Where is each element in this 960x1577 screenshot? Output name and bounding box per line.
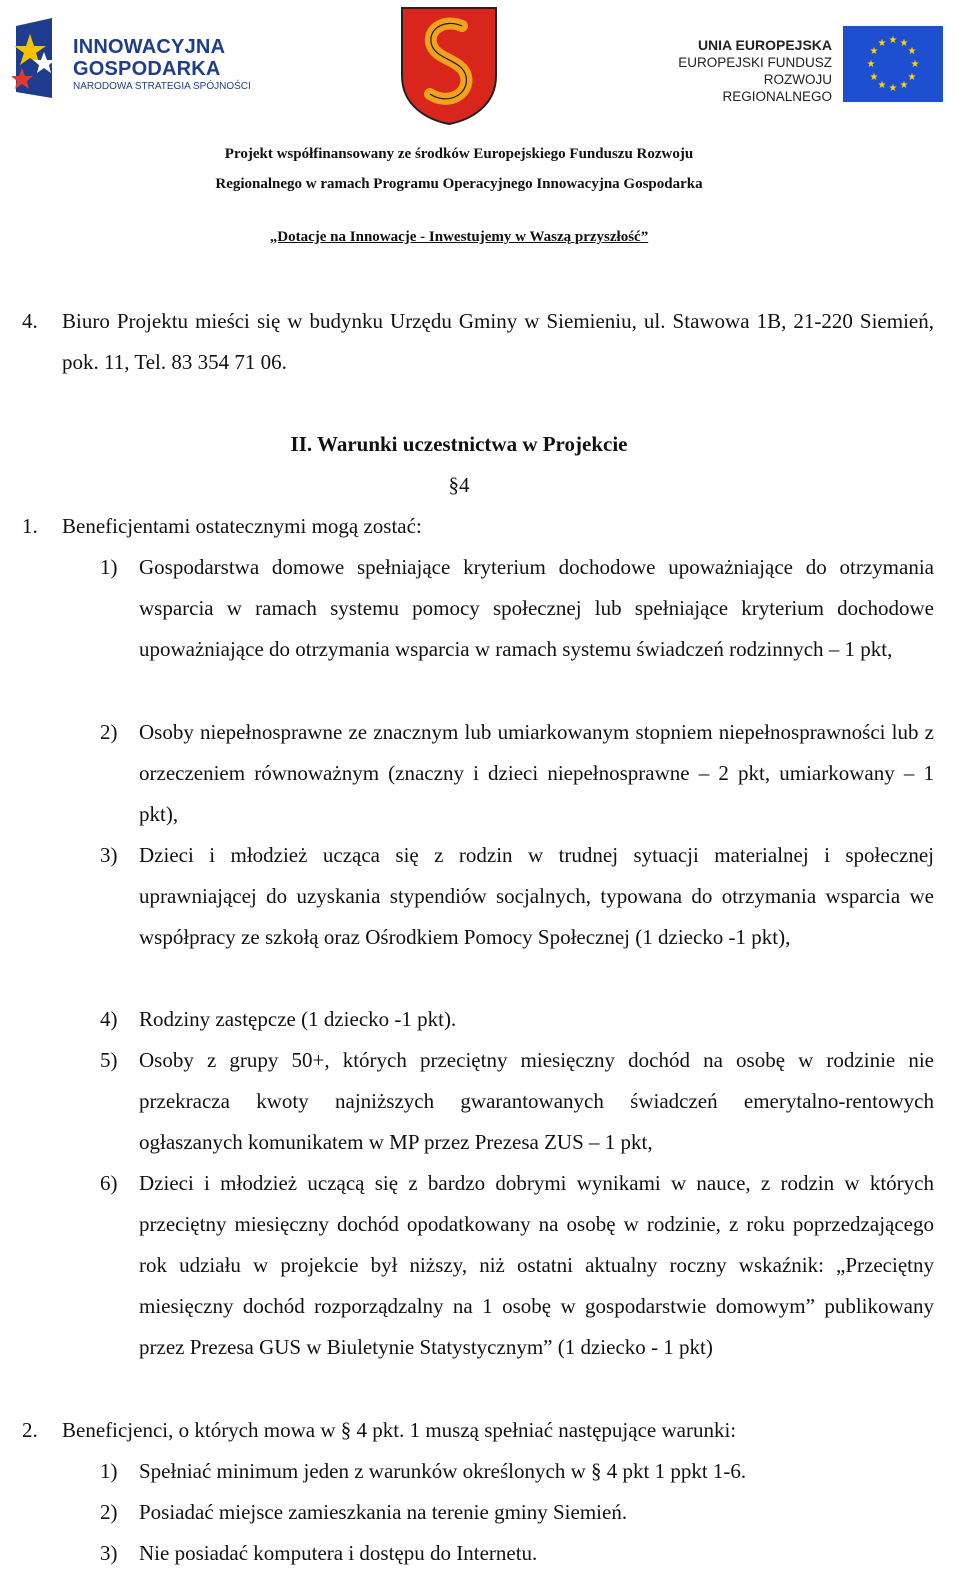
point2-item-text: Posiadać miejsce zamieszkania na terenie gminy Siemień.	[139, 1500, 628, 1524]
point2-number: 2.	[22, 1418, 38, 1442]
svg-text:★: ★	[888, 35, 898, 46]
eu-flag-icon	[843, 26, 943, 102]
project-funding-line2: Regionalnego w ramach Programu Operacyjnego Innowacyjna Gospodarka	[215, 176, 703, 192]
logo-left-line1: INNOWACYJNA	[73, 36, 226, 58]
point1-item-number: 4)	[100, 1007, 118, 1031]
point1-item-number: 1)	[100, 555, 118, 579]
logo-left-line2: GOSPODARKA	[73, 58, 221, 80]
point2-item-number: 3)	[100, 1541, 118, 1565]
innowacyjna-gospodarka-emblem-icon	[8, 16, 68, 100]
logo-right-line2: EUROPEJSKI FUNDUSZ	[678, 55, 832, 70]
paragraph-mark: §4	[448, 473, 470, 497]
svg-text:★: ★	[866, 59, 876, 70]
point1-item-text: Rodziny zastępcze (1 dziecko -1 pkt).	[139, 1007, 457, 1031]
svg-text:★: ★	[869, 72, 879, 83]
logo-right-line3: ROZWOJU REGIONALNEGO	[722, 72, 832, 104]
svg-text:★: ★	[910, 59, 920, 70]
siemien-coat-of-arms-icon	[400, 6, 498, 126]
project-funding-line1: Projekt współfinansowany ze środków Europejskiego Funduszu Rozwoju	[224, 146, 694, 162]
svg-text:★: ★	[888, 83, 898, 94]
point1-item-number: 6)	[100, 1171, 118, 1195]
point1-item-text: Osoby niepełnosprawne ze znacznym lub umiarkowanym stopniem niepełnosprawności lub z orzeczeniem równoważnym (znaczny i dzieci niepełnosprawne – 2 pkt, umiarkowany – 1 pkt),	[139, 720, 934, 826]
section4-number: 4.	[22, 309, 38, 333]
point1-item-number: 3)	[100, 843, 118, 867]
point1-item-text: Osoby z grupy 50+, których przeciętny miesięczny dochód na osobę w rodzinie nie przekracza kwoty najniższych gwarantowanych świadczeń emerytalno-rentowych ogłaszanych komunikatem w MP przez Prezesa ZUS – 1 pkt,	[139, 1048, 934, 1154]
svg-text:★: ★	[907, 72, 917, 83]
page-header	[0, 0, 960, 130]
unia-europejska-logo	[660, 26, 950, 106]
point2-item-text: Nie posiadać komputera i dostępu do Internetu.	[139, 1541, 538, 1565]
point2-item-number: 2)	[100, 1500, 118, 1524]
svg-text:★: ★	[899, 80, 909, 91]
svg-text:★: ★	[877, 38, 887, 49]
svg-text:★: ★	[877, 80, 887, 91]
svg-text:★: ★	[869, 46, 879, 57]
point2-item-text: Spełniać minimum jeden z warunków określonych w § 4 pkt 1 ppkt 1-6.	[139, 1459, 747, 1483]
point1-text: Beneficjentami ostatecznymi mogą zostać:	[62, 514, 422, 538]
point1-item-number: 5)	[100, 1048, 118, 1072]
svg-text:★: ★	[907, 46, 917, 57]
section4-text: Biuro Projektu mieści się w budynku Urzędu Gminy w Siemieniu, ul. Stawowa 1B, 21-220 Siemień, pok. 11, Tel. 83 354 71 06.	[62, 309, 934, 374]
project-motto: „Dotacje na Innowacje - Inwestujemy w Waszą przyszłość”	[269, 229, 649, 245]
point1-item-text: Dzieci i młodzież ucząca się z rodzin w trudnej sytuacji materialnej i społecznej uprawniającej do uzyskania stypendiów socjalnych, typowana do otrzymania wsparcia we współpracy ze szkołą oraz Ośrodkiem Pomocy Społecznej (1 dziecko -1 pkt),	[139, 843, 934, 949]
chapter-heading: II. Warunki uczestnictwa w Projekcie	[290, 432, 628, 456]
point2-item-number: 1)	[100, 1459, 118, 1483]
point1-item-text: Gospodarstwa domowe spełniające kryterium dochodowe upoważniające do otrzymania wsparcia w ramach systemu pomocy społecznej lub spełniające kryterium dochodowe upoważniające do otrzymania wsparcia w ramach systemu świadczeń rodzinnych – 1 pkt,	[139, 555, 934, 661]
svg-text:★: ★	[899, 38, 909, 49]
point1-item-text: Dzieci i młodzież uczącą się z bardzo dobrymi wynikami w nauce, z rodzin w których przeciętny miesięczny dochód opodatkowany na osobę w rodzinie, z roku poprzedzającego rok udziału w projekcie był niższy, niż ostatni aktualny roczny wskaźnik: „Przeciętny miesięczny dochód rozporządzalny na 1 osobę w gospodarstwie domowym” publikowany przez Prezesa GUS w Biuletynie Statystycznym” (1 dziecko - 1 pkt)	[139, 1171, 934, 1359]
point1-number: 1.	[22, 514, 38, 538]
point2-text: Beneficjenci, o których mowa w § 4 pkt. 1 muszą spełniać następujące warunki:	[62, 1418, 737, 1442]
logo-right-line1: UNIA EUROPEJSKA	[697, 37, 832, 53]
point1-item-number: 2)	[100, 720, 118, 744]
logo-left-line3: NARODOWA STRATEGIA SPÓJNOŚCI	[73, 81, 251, 92]
innowacyjna-gospodarka-logo	[8, 16, 258, 106]
